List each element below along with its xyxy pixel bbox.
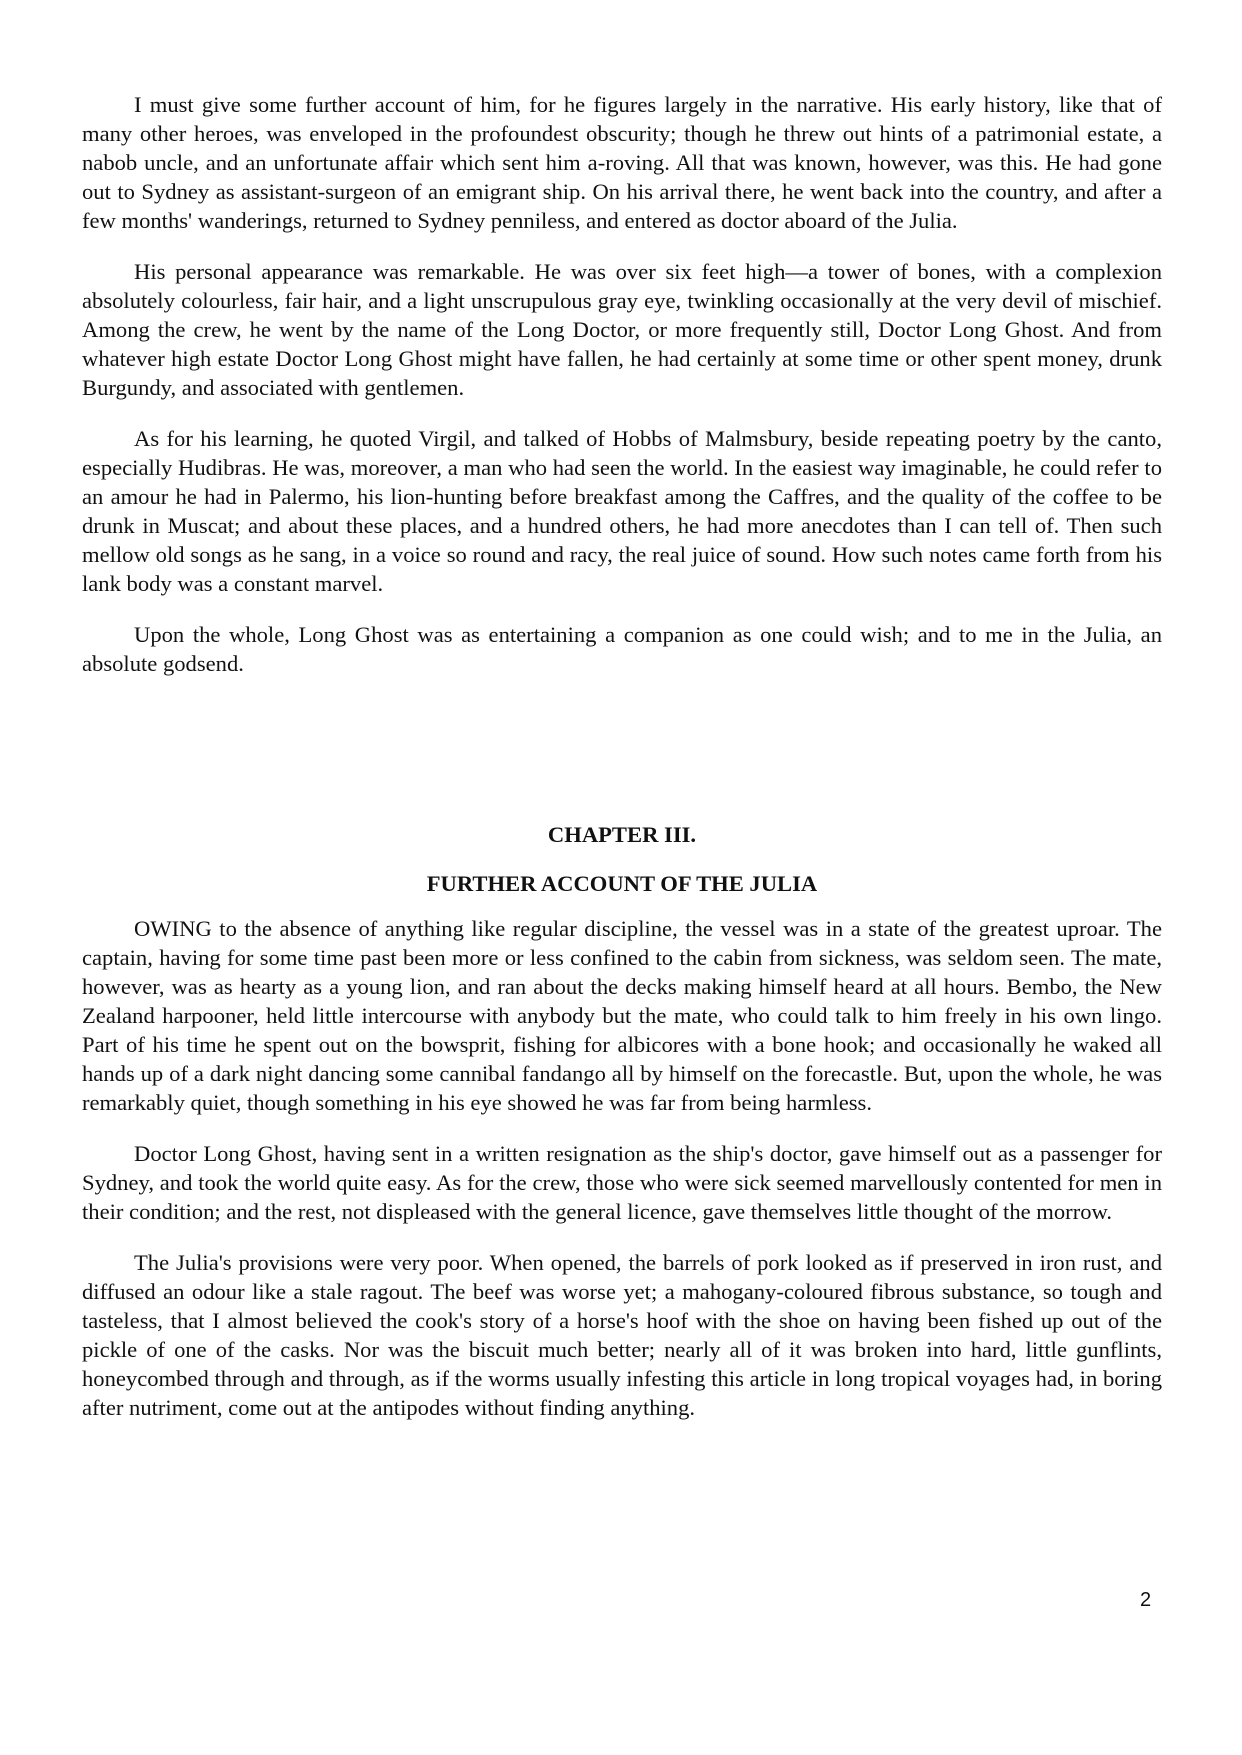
page-number: 2 [1140,1589,1152,1611]
chapter-heading: CHAPTER III. [547,822,697,847]
paragraph: Upon the whole, Long Ghost was as entertaining a companion as one could wish; and to me in the Julia, an absolute godsend. [82,622,1162,676]
paragraph: As for his learning, he quoted Virgil, and talked of Hobbs of Malmsbury, beside repeating poetry by the canto, especially Hudibras. He was, moreover, a man who had seen the world. In the easiest way imaginable, he could refer to an amour he had in Palermo, his lion-hunting before breakfast among the Caffres, and the quality of the coffee to be drunk in Muscat; and about these places, and a hundred others, he had more anecdotes than I can tell of. Then such mellow old songs as he sang, in a voice so round and racy, the real juice of sound. How such notes came forth from his lank body was a constant marvel. [82,426,1162,596]
paragraph: Doctor Long Ghost, having sent in a written resignation as the ship's doctor, gave himself out as a passenger for Sydney, and took the world quite easy. As for the crew, those who were sick seemed marvellously contented for men in their condition; and the rest, not displeased with the general licence, gave themselves little thought of the morrow. [82,1141,1162,1224]
paragraph: The Julia's provisions were very poor. When opened, the barrels of pork looked as if preserved in iron rust, and diffused an odour like a stale ragout. The beef was worse yet; a mahogany-coloured fibrous substance, so tough and tasteless, that I almost believed the cook's story of a horse's hoof with the shoe on having been fished up out of the pickle of one of the casks. Nor was the biscuit much better; nearly all of it was broken into hard, little gunflints, honeycombed through and through, as if the worms usually infesting this article in long tropical voyages had, in boring after nutriment, come out at the antipodes without finding anything. [82,1250,1162,1420]
chapter-subtitle: FURTHER ACCOUNT OF THE JULIA [426,871,818,896]
section-gap [82,700,1162,820]
paragraph: I must give some further account of him, for he figures largely in the narrative. His early history, like that of many other heroes, was enveloped in the profoundest obscurity; though he threw out hints of a patrimonial estate, a nabob uncle, and an unfortunate affair which sent him a-roving. All that was known, however, was this. He had gone out to Sydney as assistant-surgeon of an emigrant ship. On his arrival there, he went back into the country, and after a few months' wanderings, returned to Sydney penniless, and entered as doctor aboard of the Julia. [82,92,1162,233]
paragraph: His personal appearance was remarkable. He was over six feet high—a tower of bones, with a complexion absolutely colourless, fair hair, and a light unscrupulous gray eye, twinkling occasionally at the very devil of mischief. Among the crew, he went by the name of the Long Doctor, or more frequently still, Doctor Long Ghost. And from whatever high estate Doctor Long Ghost might have fallen, he had certainly at some time or other spent money, drunk Burgundy, and associated with gentlemen. [82,259,1162,400]
paragraph: OWING to the absence of anything like regular discipline, the vessel was in a state of the greatest uproar. The captain, having for some time past been more or less confined to the cabin from sickness, was seldom seen. The mate, however, was as hearty as a young lion, and ran about the decks making himself heard at all hours. Bembo, the New Zealand harpooner, held little intercourse with anybody but the mate, who could talk to him freely in his own lingo. Part of his time he spent out on the bowsprit, fishing for albicores with a bone hook; and occasionally he waked all hands up of a dark night dancing some cannibal fandango all by himself on the forecastle. But, upon the whole, he was remarkably quiet, though something in his eye showed he was far from being harmless. [82,916,1162,1115]
page-content [82,90,1162,1444]
